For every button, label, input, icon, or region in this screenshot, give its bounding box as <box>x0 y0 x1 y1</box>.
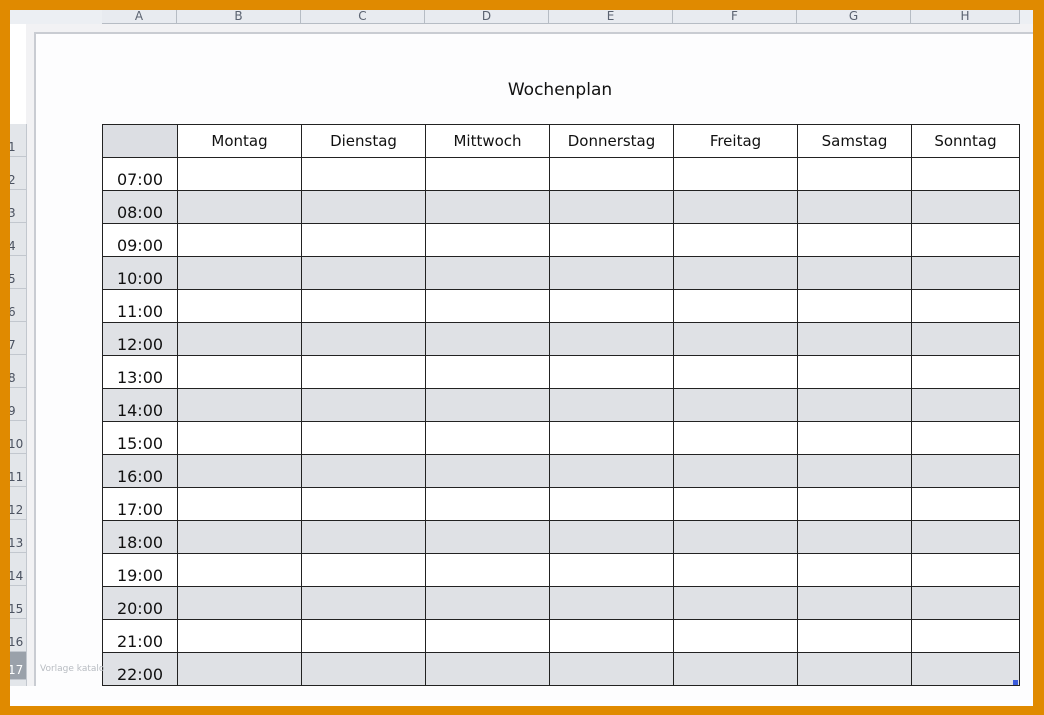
watermark-text: Vorlage katalo <box>40 664 105 674</box>
schedule-cell[interactable] <box>912 422 1020 455</box>
schedule-cell[interactable] <box>178 224 302 257</box>
schedule-cell[interactable] <box>550 158 674 191</box>
schedule-cell[interactable] <box>798 422 912 455</box>
schedule-cell[interactable] <box>912 224 1020 257</box>
header-row <box>103 125 1020 158</box>
day-header-thursday[interactable]: Donnerstag <box>550 125 674 158</box>
schedule-cell[interactable] <box>550 191 674 224</box>
time-row <box>103 422 1020 455</box>
time-row <box>103 521 1020 554</box>
weekly-plan-table <box>102 124 1020 686</box>
schedule-cell[interactable] <box>426 455 550 488</box>
column-header-h[interactable]: H <box>911 10 1020 24</box>
schedule-cell[interactable] <box>550 323 674 356</box>
schedule-cell[interactable] <box>178 389 302 422</box>
schedule-cell[interactable] <box>912 488 1020 521</box>
schedule-cell[interactable] <box>798 653 912 686</box>
schedule-cell[interactable] <box>178 620 302 653</box>
row-header-label: 2 <box>8 173 16 187</box>
schedule-cell[interactable] <box>302 653 426 686</box>
schedule-cell[interactable] <box>674 389 798 422</box>
schedule-cell[interactable] <box>550 224 674 257</box>
time-row <box>103 356 1020 389</box>
schedule-cell[interactable] <box>302 224 426 257</box>
schedule-cell[interactable] <box>550 653 674 686</box>
schedule-cell[interactable] <box>302 389 426 422</box>
schedule-cell[interactable] <box>302 191 426 224</box>
schedule-cell[interactable] <box>674 587 798 620</box>
schedule-cell[interactable] <box>550 521 674 554</box>
row-header-7[interactable] <box>10 322 26 355</box>
row-header-4[interactable] <box>10 223 26 256</box>
schedule-cell[interactable] <box>798 455 912 488</box>
schedule-cell[interactable] <box>178 587 302 620</box>
schedule-cell[interactable] <box>426 587 550 620</box>
row-header-label: 5 <box>8 272 16 286</box>
row-header-label: 9 <box>8 404 16 418</box>
column-header-d[interactable]: D <box>425 10 549 24</box>
time-row <box>103 587 1020 620</box>
schedule-cell[interactable] <box>426 257 550 290</box>
schedule-cell[interactable] <box>426 488 550 521</box>
schedule-cell[interactable] <box>798 356 912 389</box>
time-row <box>103 158 1020 191</box>
schedule-cell[interactable] <box>302 587 426 620</box>
row-header-11[interactable] <box>10 454 26 487</box>
schedule-cell[interactable] <box>426 620 550 653</box>
schedule-cell[interactable] <box>674 455 798 488</box>
schedule-cell[interactable] <box>426 554 550 587</box>
time-cell[interactable]: 10:00 <box>103 257 178 290</box>
time-cell[interactable]: 22:00 <box>103 653 178 686</box>
schedule-cell[interactable] <box>426 158 550 191</box>
schedule-cell[interactable] <box>798 521 912 554</box>
time-row <box>103 257 1020 290</box>
schedule-cell[interactable] <box>178 356 302 389</box>
row-header-10[interactable] <box>10 421 26 454</box>
schedule-cell[interactable] <box>912 521 1020 554</box>
row-header-3[interactable] <box>10 190 26 223</box>
schedule-cell[interactable] <box>674 290 798 323</box>
time-cell[interactable]: 19:00 <box>103 554 178 587</box>
schedule-cell[interactable] <box>426 191 550 224</box>
day-header-saturday[interactable]: Samstag <box>798 125 912 158</box>
schedule-cell[interactable] <box>426 356 550 389</box>
row-header-label: 13 <box>8 536 24 550</box>
schedule-cell[interactable] <box>178 422 302 455</box>
schedule-cell[interactable] <box>178 455 302 488</box>
row-header-label: 3 <box>8 206 16 220</box>
schedule-cell[interactable] <box>178 191 302 224</box>
schedule-cell[interactable] <box>302 257 426 290</box>
schedule-cell[interactable] <box>674 554 798 587</box>
column-header-a[interactable]: A <box>102 10 177 24</box>
column-header-g[interactable]: G <box>797 10 911 24</box>
day-header-monday[interactable]: Montag <box>178 125 302 158</box>
schedule-cell[interactable] <box>912 290 1020 323</box>
schedule-cell[interactable] <box>674 620 798 653</box>
column-header-e[interactable]: E <box>549 10 673 24</box>
time-cell[interactable]: 07:00 <box>103 158 178 191</box>
schedule-cell[interactable] <box>912 620 1020 653</box>
row-header-label: 12 <box>8 503 24 517</box>
schedule-cell[interactable] <box>302 290 426 323</box>
schedule-cell[interactable] <box>550 290 674 323</box>
schedule-cell[interactable] <box>912 653 1020 686</box>
time-row <box>103 224 1020 257</box>
row-header-label: 11 <box>8 470 24 484</box>
sheet-bottom-area <box>10 686 1034 706</box>
schedule-cell[interactable] <box>426 521 550 554</box>
row-header-12[interactable] <box>10 487 26 520</box>
schedule-cell[interactable] <box>912 587 1020 620</box>
schedule-cell[interactable] <box>798 389 912 422</box>
resize-handle-icon[interactable] <box>1013 680 1018 685</box>
schedule-cell[interactable] <box>426 422 550 455</box>
schedule-cell[interactable] <box>912 455 1020 488</box>
day-header-friday[interactable]: Freitag <box>674 125 798 158</box>
row-header-label: 10 <box>8 437 24 451</box>
schedule-cell[interactable] <box>178 521 302 554</box>
schedule-cell[interactable] <box>912 554 1020 587</box>
row-header-label: 4 <box>8 239 16 253</box>
schedule-cell[interactable] <box>302 488 426 521</box>
row-header-6[interactable] <box>10 289 26 322</box>
schedule-cell[interactable] <box>178 488 302 521</box>
schedule-cell[interactable] <box>550 356 674 389</box>
row-header-9[interactable] <box>10 388 26 421</box>
row-header-label: 8 <box>8 371 16 385</box>
day-header-wednesday[interactable]: Mittwoch <box>426 125 550 158</box>
schedule-cell[interactable] <box>674 158 798 191</box>
schedule-cell[interactable] <box>178 653 302 686</box>
schedule-cell[interactable] <box>178 554 302 587</box>
time-row <box>103 620 1020 653</box>
schedule-cell[interactable] <box>550 455 674 488</box>
row-header-13[interactable] <box>10 520 26 553</box>
row-header-1[interactable] <box>10 124 26 157</box>
time-cell[interactable]: 21:00 <box>103 620 178 653</box>
row-header-2[interactable] <box>10 157 26 190</box>
schedule-cell[interactable] <box>798 290 912 323</box>
time-row <box>103 488 1020 521</box>
row-header-16[interactable] <box>10 619 26 652</box>
time-row <box>103 455 1020 488</box>
schedule-cell[interactable] <box>674 653 798 686</box>
schedule-cell[interactable] <box>426 389 550 422</box>
time-row <box>103 389 1020 422</box>
row-header-label: 14 <box>8 569 24 583</box>
schedule-cell[interactable] <box>302 521 426 554</box>
day-header-sunday[interactable]: Sonntag <box>912 125 1020 158</box>
schedule-cell[interactable] <box>674 488 798 521</box>
schedule-cell[interactable] <box>178 257 302 290</box>
schedule-cell[interactable] <box>550 257 674 290</box>
schedule-cell[interactable] <box>798 158 912 191</box>
row-header-8[interactable] <box>10 355 26 388</box>
time-cell[interactable]: 16:00 <box>103 455 178 488</box>
schedule-cell[interactable] <box>178 158 302 191</box>
schedule-cell[interactable] <box>302 455 426 488</box>
time-cell[interactable]: 12:00 <box>103 323 178 356</box>
schedule-cell[interactable] <box>912 257 1020 290</box>
schedule-cell[interactable] <box>426 323 550 356</box>
time-cell[interactable]: 14:00 <box>103 389 178 422</box>
time-cell[interactable]: 13:00 <box>103 356 178 389</box>
schedule-cell[interactable] <box>178 323 302 356</box>
schedule-cell[interactable] <box>302 356 426 389</box>
schedule-cell[interactable] <box>798 323 912 356</box>
schedule-cell[interactable] <box>550 554 674 587</box>
row-header-label: 1 <box>8 140 16 154</box>
row-header-label: 17 <box>8 663 24 677</box>
schedule-cell[interactable] <box>912 191 1020 224</box>
schedule-cell[interactable] <box>178 290 302 323</box>
schedule-cell[interactable] <box>912 323 1020 356</box>
column-header-c[interactable]: C <box>301 10 425 24</box>
schedule-cell[interactable] <box>674 191 798 224</box>
time-cell[interactable]: 17:00 <box>103 488 178 521</box>
time-row <box>103 653 1020 686</box>
time-cell[interactable]: 08:00 <box>103 191 178 224</box>
time-cell[interactable]: 18:00 <box>103 521 178 554</box>
time-row <box>103 554 1020 587</box>
schedule-cell[interactable] <box>674 521 798 554</box>
time-row <box>103 191 1020 224</box>
schedule-cell[interactable] <box>302 323 426 356</box>
time-row <box>103 290 1020 323</box>
schedule-cell[interactable] <box>912 158 1020 191</box>
schedule-cell[interactable] <box>302 422 426 455</box>
schedule-cell[interactable] <box>798 587 912 620</box>
schedule-cell[interactable] <box>798 257 912 290</box>
header-corner-cell[interactable] <box>103 125 178 158</box>
row-header-label: 6 <box>8 305 16 319</box>
time-cell[interactable]: 20:00 <box>103 587 178 620</box>
row-header-label: 15 <box>8 602 24 616</box>
row-header-14[interactable] <box>10 553 26 586</box>
page-title: Wochenplan <box>507 80 613 100</box>
schedule-cell[interactable] <box>674 257 798 290</box>
schedule-cell[interactable] <box>426 224 550 257</box>
schedule-cell[interactable] <box>550 389 674 422</box>
time-row <box>103 323 1020 356</box>
schedule-cell[interactable] <box>674 323 798 356</box>
column-header-f[interactable]: F <box>673 10 797 24</box>
schedule-cell[interactable] <box>798 191 912 224</box>
schedule-cell[interactable] <box>426 290 550 323</box>
column-header-b[interactable]: B <box>177 10 301 24</box>
schedule-cell[interactable] <box>912 389 1020 422</box>
row-header-15[interactable] <box>10 586 26 619</box>
time-cell[interactable]: 11:00 <box>103 290 178 323</box>
schedule-cell[interactable] <box>798 620 912 653</box>
row-header-17[interactable] <box>10 652 26 680</box>
time-cell[interactable]: 09:00 <box>103 224 178 257</box>
row-header-label: 7 <box>8 338 16 352</box>
row-header-label: 16 <box>8 635 24 649</box>
schedule-cell[interactable] <box>550 620 674 653</box>
row-header-5[interactable] <box>10 256 26 289</box>
schedule-cell[interactable] <box>302 158 426 191</box>
schedule-cell[interactable] <box>674 224 798 257</box>
day-header-tuesday[interactable]: Dienstag <box>302 125 426 158</box>
schedule-cell[interactable] <box>302 554 426 587</box>
schedule-cell[interactable] <box>798 224 912 257</box>
schedule-cell[interactable] <box>302 620 426 653</box>
schedule-cell[interactable] <box>426 653 550 686</box>
schedule-cell[interactable] <box>550 422 674 455</box>
time-cell[interactable]: 15:00 <box>103 422 178 455</box>
schedule-cell[interactable] <box>912 356 1020 389</box>
schedule-cell[interactable] <box>550 488 674 521</box>
schedule-cell[interactable] <box>798 554 912 587</box>
schedule-cell[interactable] <box>798 488 912 521</box>
schedule-cell[interactable] <box>674 356 798 389</box>
schedule-cell[interactable] <box>674 422 798 455</box>
schedule-cell[interactable] <box>550 587 674 620</box>
